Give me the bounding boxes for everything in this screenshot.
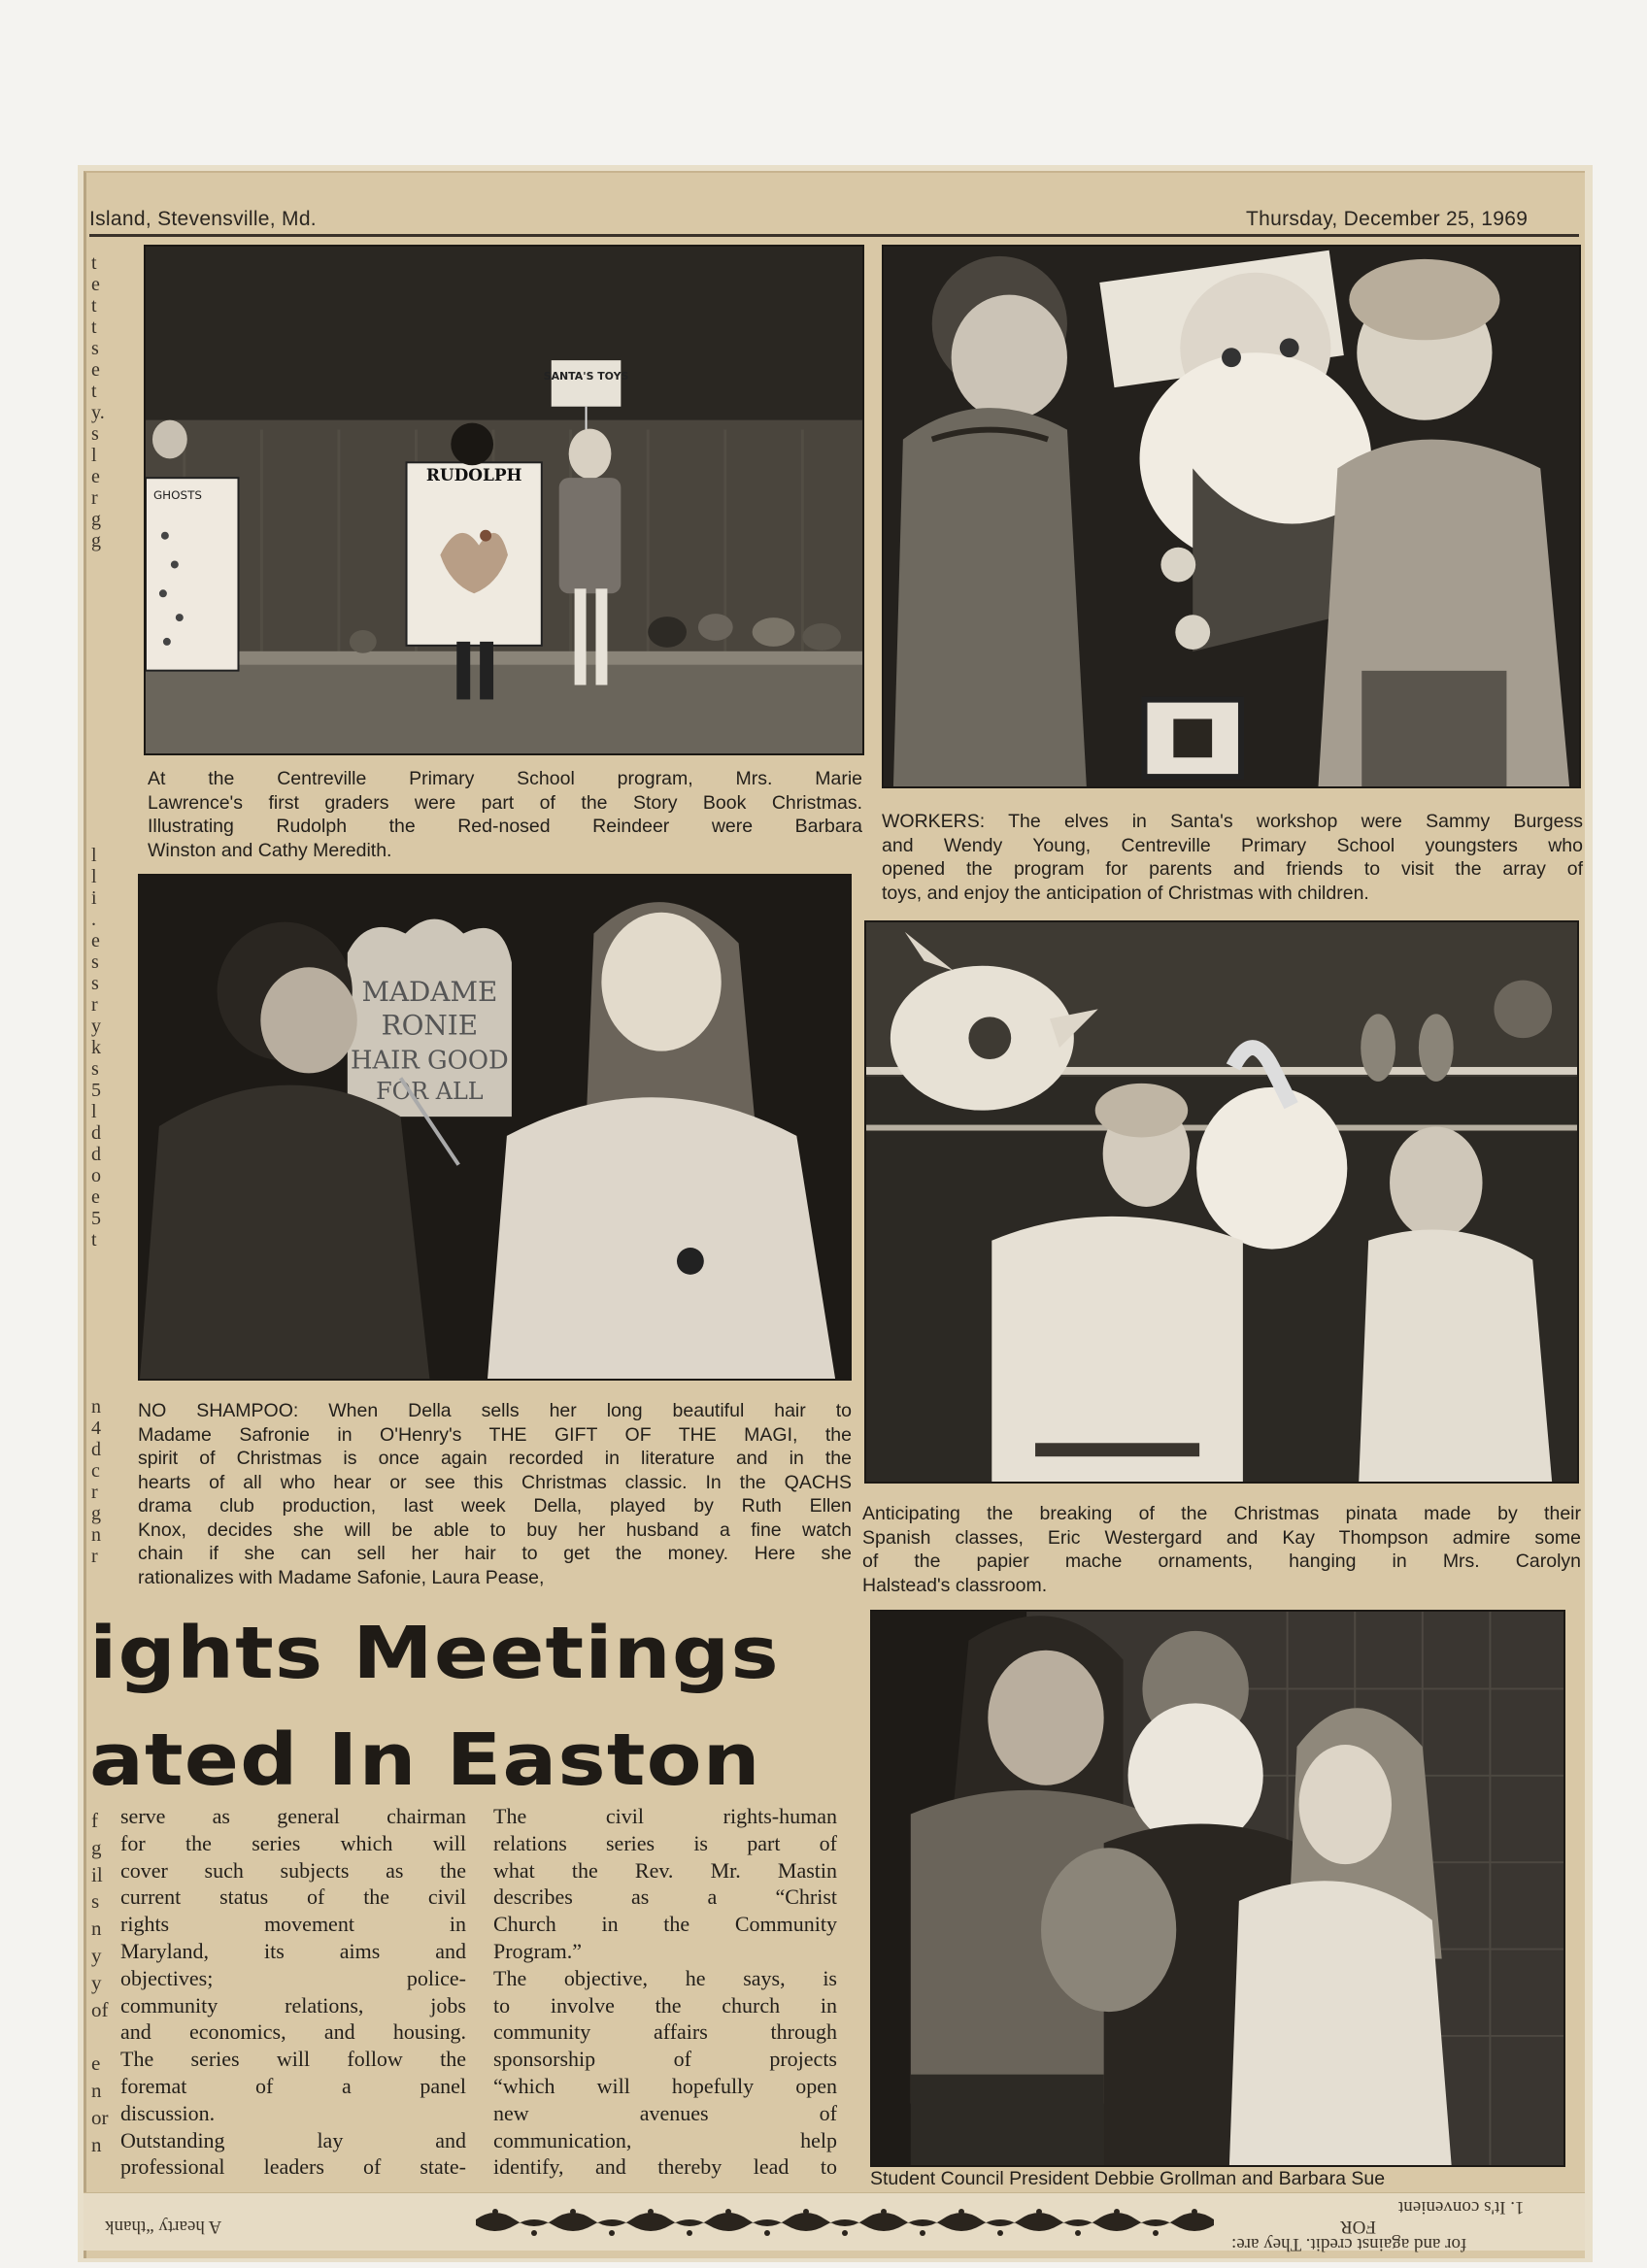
caption-santas-workshop [882, 810, 1583, 905]
left-fragment: t [91, 317, 97, 338]
col1-line: The series will follow the [120, 2047, 466, 2072]
left-fragment: t [91, 252, 97, 274]
cap3-line: drama club production, last week Della, played by Ruth Ellen [138, 1495, 852, 1517]
left-fragment: n [91, 1524, 101, 1546]
cap1-line: Winston and Cathy Meredith. [148, 839, 392, 861]
col1-line: objectives; police- [120, 1965, 466, 1990]
cap4-line: Spanish classes, Eric Westergard and Kay Thompson admire some [862, 1526, 1581, 1549]
left-fragment: of [91, 1997, 109, 2021]
left-fragment: g [91, 1835, 102, 1859]
left-column-fragments-low [91, 1398, 101, 1569]
left-fragment: g [91, 530, 101, 551]
masthead-date: Thursday, December 25, 1969 [1246, 208, 1529, 230]
article-column-2 [493, 1803, 837, 2181]
flipped-text-right-1: for and against credit. They are: [1231, 2234, 1467, 2254]
col2-line: new avenues of [493, 2100, 837, 2125]
ornament-border [476, 2206, 1214, 2237]
left-fragment [91, 2023, 109, 2051]
left-column-fragments-mid [91, 847, 101, 1252]
madame-sign-line-2: RONIE [381, 1009, 479, 1042]
left-fragment: d [91, 1144, 101, 1165]
col2-line: identify, and thereby lead to [493, 2154, 837, 2180]
left-fragment: t [91, 381, 97, 402]
col2-line: describes as a “Christ [493, 1884, 837, 1910]
left-fragment: 5 [91, 1080, 101, 1101]
left-fragment: g [91, 509, 101, 530]
caption-storybook [148, 767, 862, 862]
headline-line-1: ights Meetings [89, 1612, 780, 1695]
left-fragment: r [91, 994, 98, 1016]
col1-line: for the series which will [120, 1830, 466, 1855]
left-fragment: s [91, 1058, 99, 1080]
col1-line: current status of the civil [120, 1884, 466, 1910]
flipped-text-right-3: 1. It's convenient [1398, 2197, 1525, 2218]
photo-storybook-christmas [144, 245, 864, 755]
ghosts-sign: GHOSTS [152, 488, 202, 503]
left-fragment: l [91, 1101, 97, 1122]
cap4-line: Anticipating the breaking of the Christmas pinata made by their [862, 1503, 1581, 1524]
cap3-line: NO SHAMPOO: When Della sells her long beautiful hair to [138, 1400, 852, 1421]
left-fragment: . [91, 909, 96, 930]
cap3-line: chain if she can sell her hair to get the money. Here she [138, 1543, 852, 1564]
col1-line: rights movement in [120, 1912, 466, 1937]
col2-line: “which will hopefully open [493, 2073, 837, 2098]
left-fragment: t [91, 1229, 97, 1251]
left-fragment: f [91, 1809, 98, 1832]
photo-student-council [870, 1610, 1565, 2167]
col2-line: The objective, he says, is [493, 1965, 837, 1990]
left-fragment: n [91, 1917, 102, 1941]
left-fragment: l [91, 445, 97, 466]
cap1-line: Lawrence's first graders were part of the Story Book Christmas. [148, 791, 862, 814]
left-column-fragments-article [91, 1808, 109, 2158]
article-column-1 [120, 1803, 466, 2181]
cap1-line: Illustrating Rudolph the Red-nosed Reindeer were Barbara [148, 816, 862, 837]
left-fragment: y [91, 1016, 101, 1037]
masthead-location: Island, Stevensville, Md. [89, 208, 317, 230]
left-column-fragments-top [91, 254, 105, 553]
left-fragment: n [91, 1396, 101, 1418]
left-fragment: y [91, 1970, 102, 1994]
left-fragment: n [91, 2078, 102, 2102]
col1-line: cover such subjects as the [120, 1857, 466, 1883]
cap4-line: Halstead's classroom. [862, 1574, 1048, 1596]
left-fragment: e [91, 930, 100, 951]
cap4-line: of the papier mache ornaments, hanging in Mrs. Carolyn [862, 1551, 1581, 1572]
left-fragment: s [91, 973, 99, 994]
left-fragment: e [91, 274, 100, 295]
photo-santas-workshop [882, 245, 1581, 788]
left-fragment: t [91, 295, 97, 317]
left-fragment: l [91, 866, 97, 887]
col2-line: Program.” [493, 1938, 583, 1963]
left-fragment: s [91, 1889, 100, 1914]
col1-line: professional leaders of state- [120, 2154, 466, 2180]
col1-line: serve as general chairman [120, 1804, 466, 1828]
left-fragment: o [91, 1165, 101, 1186]
left-fragment: r [91, 1546, 98, 1567]
col1-line: and economics, and housing. [120, 2019, 466, 2045]
col2-line: community affairs through [493, 2019, 837, 2045]
madame-sign-line-3: HAIR GOOD [350, 1046, 509, 1076]
caption-pinata [862, 1502, 1581, 1597]
cap3-line: Madame Safronie in O'Henry's THE GIFT OF THE MAGI, the [138, 1423, 852, 1446]
col2-line: what the Rev. Mr. Mastin [493, 1857, 837, 1883]
cap3-line: rationalizes with Madame Safonie, Laura Pease, [138, 1566, 545, 1588]
left-fragment: 5 [91, 1208, 101, 1229]
cap3-line: spirit of Christmas is once again recorded in literature and in the [138, 1448, 852, 1469]
left-fragment: r [91, 1482, 98, 1503]
col2-line: relations series is part of [493, 1830, 837, 1855]
left-fragment: e [91, 466, 100, 487]
left-fragment: e [91, 1186, 100, 1208]
caption-student-council: Student Council President Debbie Grollman and Barbara Sue [870, 2168, 1386, 2189]
caption-gift-of-the-magi [138, 1399, 852, 1589]
left-fragment: g [91, 1503, 101, 1524]
left-fragment: k [91, 1037, 101, 1058]
col1-line: foremat of a panel [120, 2073, 466, 2098]
left-fragment: s [91, 423, 99, 445]
rudolph-sign: RUDOLPH [425, 465, 522, 485]
col1-line: Maryland, its aims and [120, 1938, 466, 1963]
cap1-line: At the Centreville Primary School program, Mrs. Marie [148, 768, 862, 789]
col2-line: The civil rights-human [493, 1804, 837, 1828]
left-fragment: s [91, 951, 99, 973]
cap3-line: hearts of all who hear or see this Christmas classic. In the QACHS [138, 1471, 852, 1493]
flipped-text-right-2: FOR [1340, 2217, 1376, 2237]
photo-gift-of-the-magi [138, 874, 852, 1381]
left-fragment: 4 [91, 1418, 101, 1439]
left-fragment: i [91, 887, 97, 909]
left-fragment: d [91, 1439, 101, 1460]
photo-pinata [864, 920, 1579, 1484]
left-fragment: l [91, 845, 97, 866]
madame-sign-line-1: MADAME [361, 976, 498, 1008]
left-fragment: e [91, 359, 100, 381]
left-fragment: n [91, 2132, 102, 2156]
headline-line-2: ated In Easton [89, 1718, 761, 1802]
col2-line: sponsorship of projects [493, 2047, 837, 2072]
madame-sign-line-4: FOR ALL [376, 1078, 484, 1106]
col2-line: communication, help [493, 2127, 837, 2152]
cap2-line: opened the program for parents and friends to visit the array of [882, 858, 1583, 880]
left-fragment: or [91, 2105, 109, 2129]
left-fragment: c [91, 1460, 100, 1482]
cap2-line: WORKERS: The elves in Santa's workshop were Sammy Burgess [882, 811, 1583, 832]
left-fragment: r [91, 487, 98, 509]
col2-line: to involve the church in [493, 1992, 837, 2018]
cap3-line: Knox, decides she will be able to buy her husband a fine watch [138, 1518, 852, 1541]
left-fragment: y. [91, 402, 105, 423]
cap2-line: and Wendy Young, Centreville Primary School youngsters who [882, 834, 1583, 856]
col1-line: Outstanding lay and [120, 2127, 466, 2152]
left-fragment: e [91, 2051, 101, 2076]
flipped-text-left: A hearty “thank [105, 2217, 222, 2237]
col1-line: discussion. [120, 2100, 216, 2125]
col2-line: Church in the Community [493, 1912, 837, 1937]
header-rule [89, 234, 1579, 237]
santas-toys-sign: SANTA'S TOYS [543, 369, 629, 383]
col1-line: community relations, jobs [120, 1992, 466, 2018]
left-fragment: il [91, 1862, 103, 1886]
left-fragment: s [91, 338, 99, 359]
left-fragment: d [91, 1122, 101, 1144]
cap2-line: toys, and enjoy the anticipation of Christmas with children. [882, 882, 1369, 904]
left-fragment: y [91, 1943, 102, 1967]
